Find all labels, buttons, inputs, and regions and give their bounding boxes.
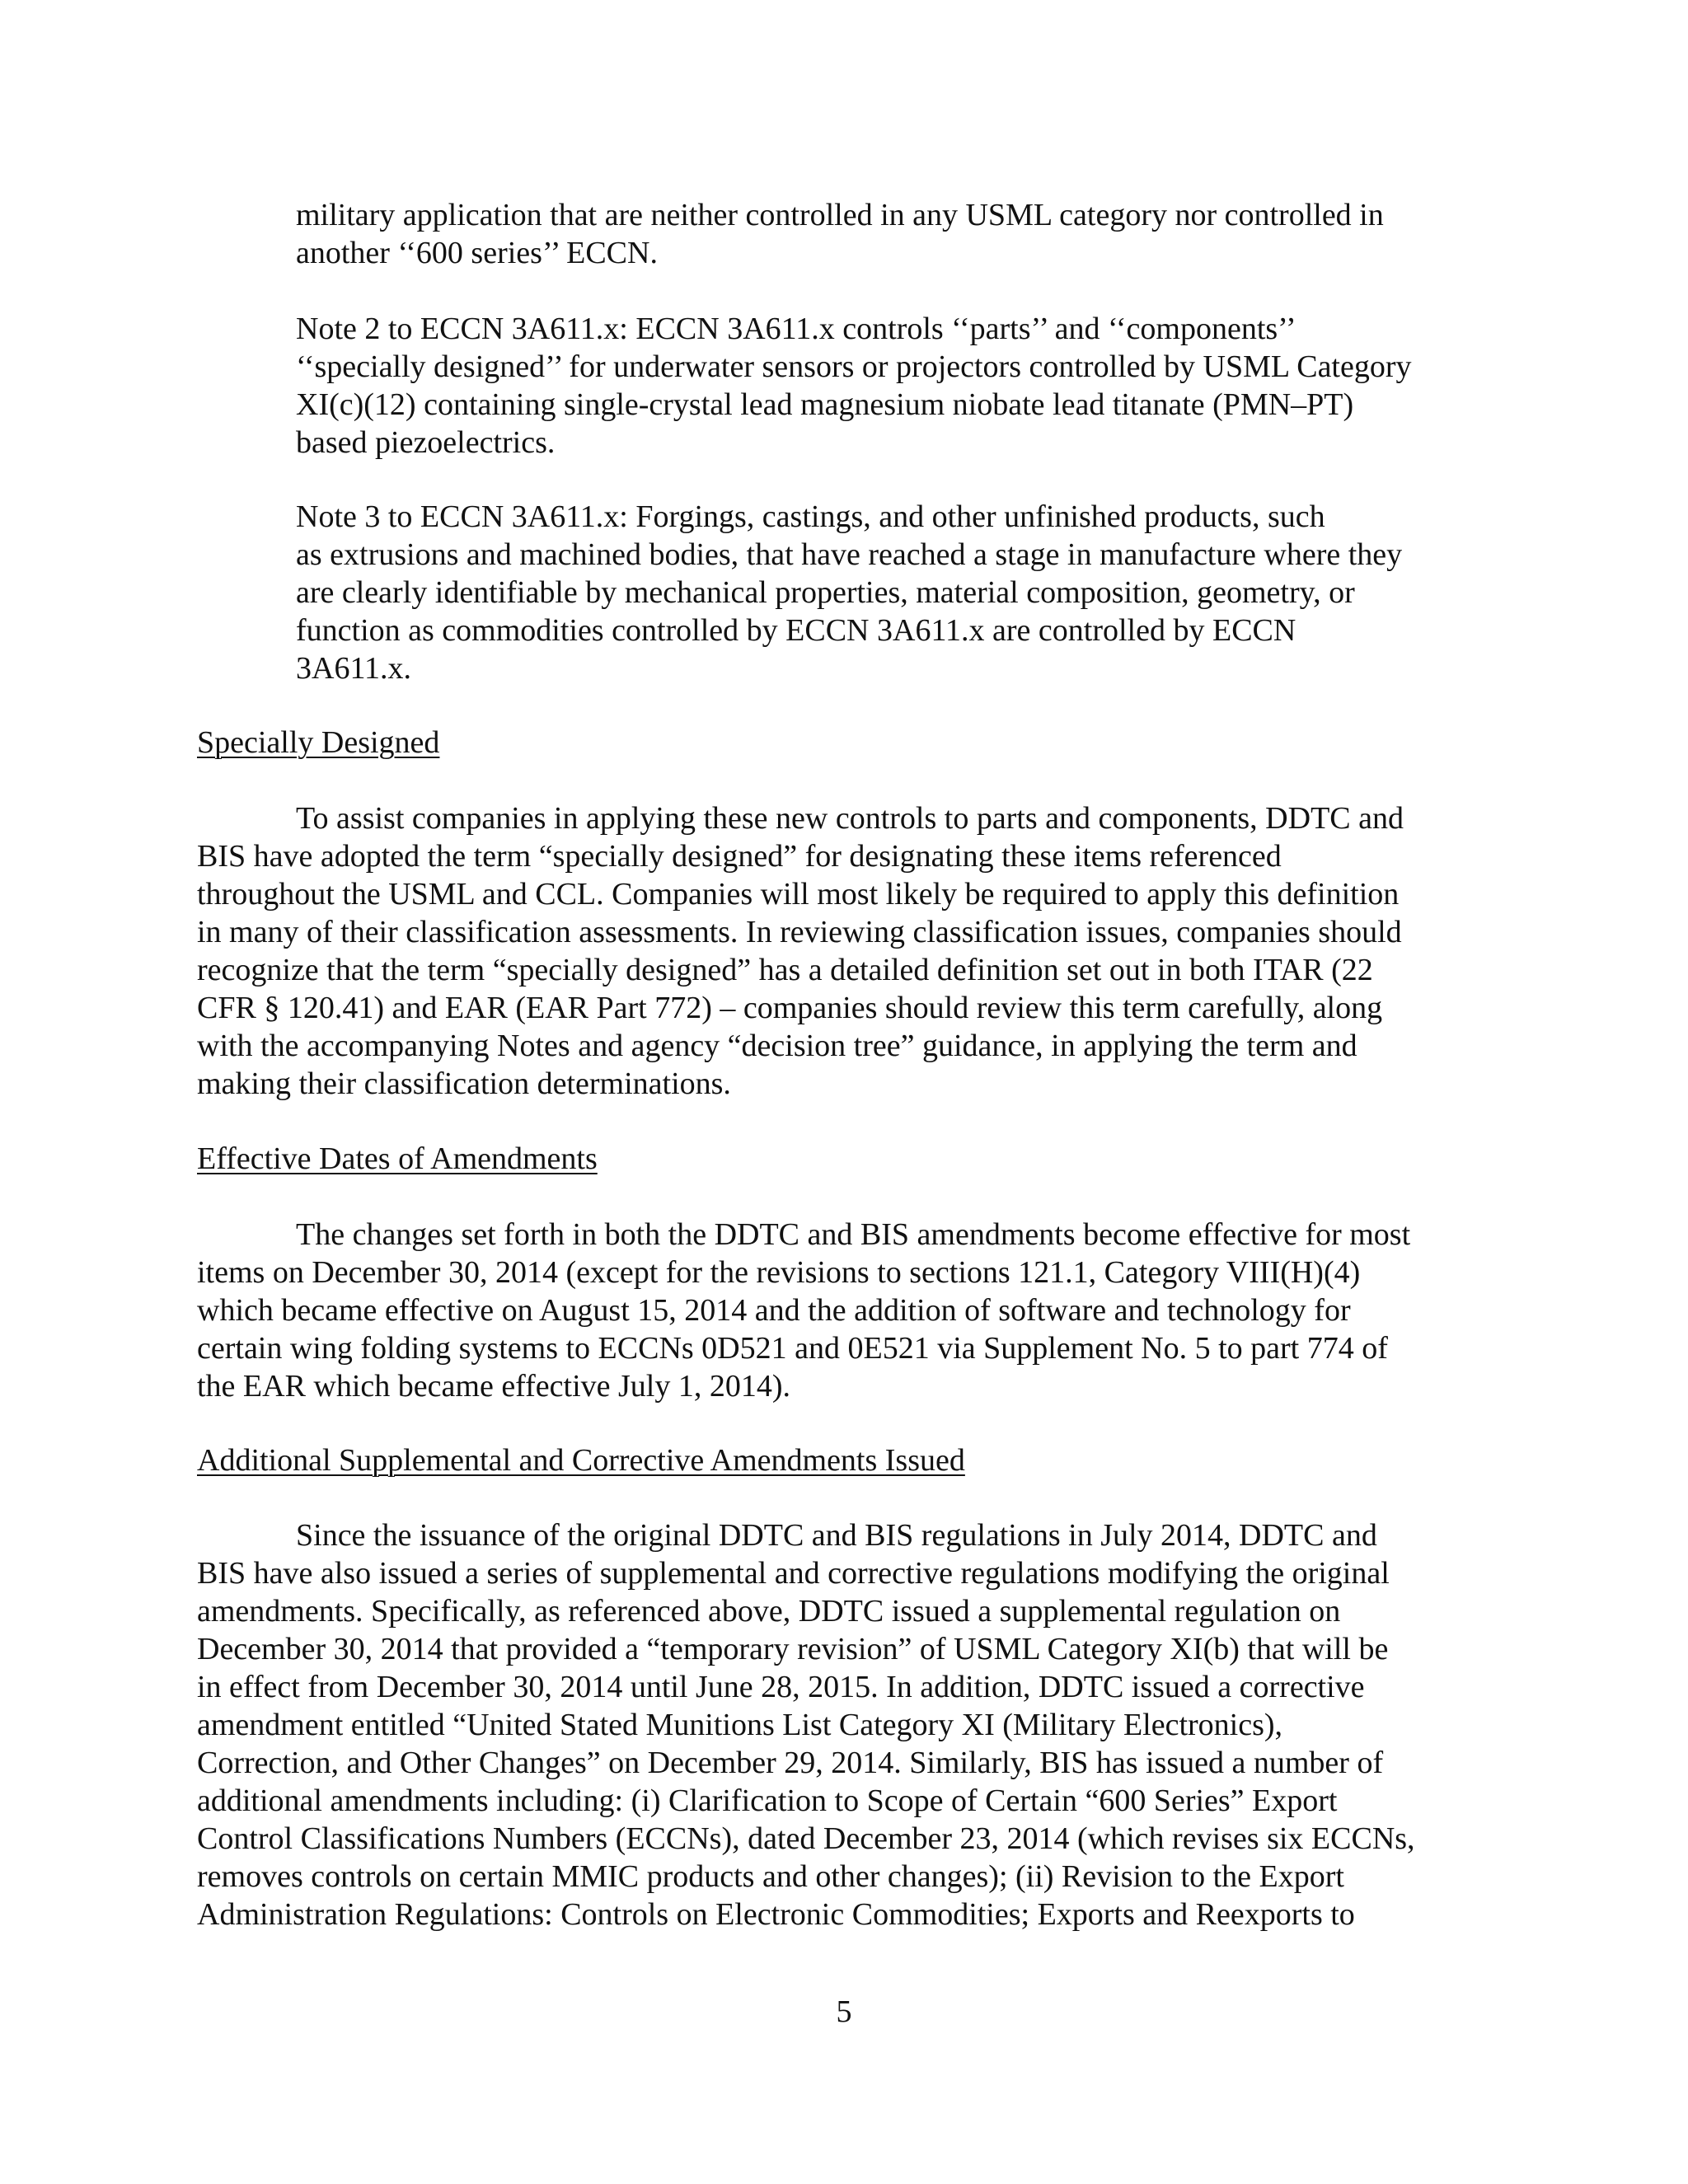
paragraph-line: in effect from December 30, 2014 until June 28, 2015. In addition, DDTC issued a corrective [197,1670,1365,1704]
paragraph-line: BIS have adopted the term “specially designed” for designating these items referenced [197,839,1282,874]
note1-line: military application that are neither controlled in any USML category nor controlled in [296,198,1384,232]
paragraph-line: amendment entitled “United Stated Munitions List Category XI (Military Electronics), [197,1708,1283,1742]
section-heading-specially-designed: Specially Designed [197,725,440,760]
paragraph-line: Correction, and Other Changes” on December 29, 2014. Similarly, BIS has issued a number of [197,1746,1384,1780]
note3-line: function as commodities controlled by ECCN 3A611.x are controlled by ECCN [296,613,1296,648]
paragraph-line: items on December 30, 2014 (except for the revisions to sections 121.1, Category VIII(H)(4) [197,1255,1361,1290]
note3-line: are clearly identifiable by mechanical properties, material composition, geometry, or [296,575,1355,610]
page-number: 5 [836,1994,852,2029]
note2-line: based piezoelectrics. [296,425,556,460]
paragraph-line: with the accompanying Notes and agency “decision tree” guidance, in applying the term and [197,1029,1357,1063]
note3-line: 3A611.x. [296,651,412,686]
paragraph-line: the EAR which became effective July 1, 2014). [197,1369,791,1404]
paragraph-line: certain wing folding systems to ECCNs 0D521 and 0E521 via Supplement No. 5 to part 774 of [197,1331,1388,1366]
paragraph-line: Administration Regulations: Controls on Electronic Commodities; Exports and Reexports to [197,1897,1355,1932]
note3-line: as extrusions and machined bodies, that have reached a stage in manufacture where they [296,537,1403,572]
paragraph-line: Since the issuance of the original DDTC and BIS regulations in July 2014, DDTC and [296,1518,1377,1553]
paragraph-line: To assist companies in applying these new controls to parts and components, DDTC and [296,801,1404,836]
note2-line: Note 2 to ECCN 3A611.x: ECCN 3A611.x controls ‘‘parts’’ and ‘‘components’’ [296,312,1296,346]
section-heading-effective-dates: Effective Dates of Amendments [197,1141,598,1176]
note2-line: XI(c)(12) containing single-crystal lead magnesium niobate lead titanate (PMN–PT) [296,387,1354,422]
paragraph-line: throughout the USML and CCL. Companies will most likely be required to apply this definition [197,877,1400,912]
paragraph-line: additional amendments including: (i) Clarification to Scope of Certain “600 Series” Export [197,1783,1338,1818]
note2-line: ‘‘specially designed’’ for underwater sensors or projectors controlled by USML Category [296,349,1412,384]
note3-line: Note 3 to ECCN 3A611.x: Forgings, castings, and other unfinished products, such [296,499,1325,534]
paragraph-line: removes controls on certain MMIC products and other changes); (ii) Revision to the Export [197,1859,1344,1894]
paragraph-line: making their classification determinations. [197,1066,731,1101]
paragraph-line: recognize that the term “specially designed” has a detailed definition set out in both ITAR (22 [197,953,1373,987]
paragraph-line: amendments. Specifically, as referenced above, DDTC issued a supplemental regulation on [197,1594,1341,1629]
paragraph-line: Control Classifications Numbers (ECCNs), dated December 23, 2014 (which revises six ECCNs, [197,1821,1415,1856]
note1-line: another ‘‘600 series’’ ECCN. [296,236,658,270]
paragraph-line: CFR § 120.41) and EAR (EAR Part 772) – companies should review this term carefully, along [197,991,1383,1025]
paragraph-line: BIS have also issued a series of supplemental and corrective regulations modifying the original [197,1556,1390,1591]
paragraph-line: in many of their classification assessments. In reviewing classification issues, companies should [197,915,1402,949]
section-heading-additional-amendments: Additional Supplemental and Corrective Amendments Issued [197,1443,965,1478]
paragraph-line: The changes set forth in both the DDTC and BIS amendments become effective for most [296,1217,1411,1252]
paragraph-line: which became effective on August 15, 2014 and the addition of software and technology for [197,1293,1351,1328]
paragraph-line: December 30, 2014 that provided a “temporary revision” of USML Category XI(b) that will be [197,1632,1389,1666]
